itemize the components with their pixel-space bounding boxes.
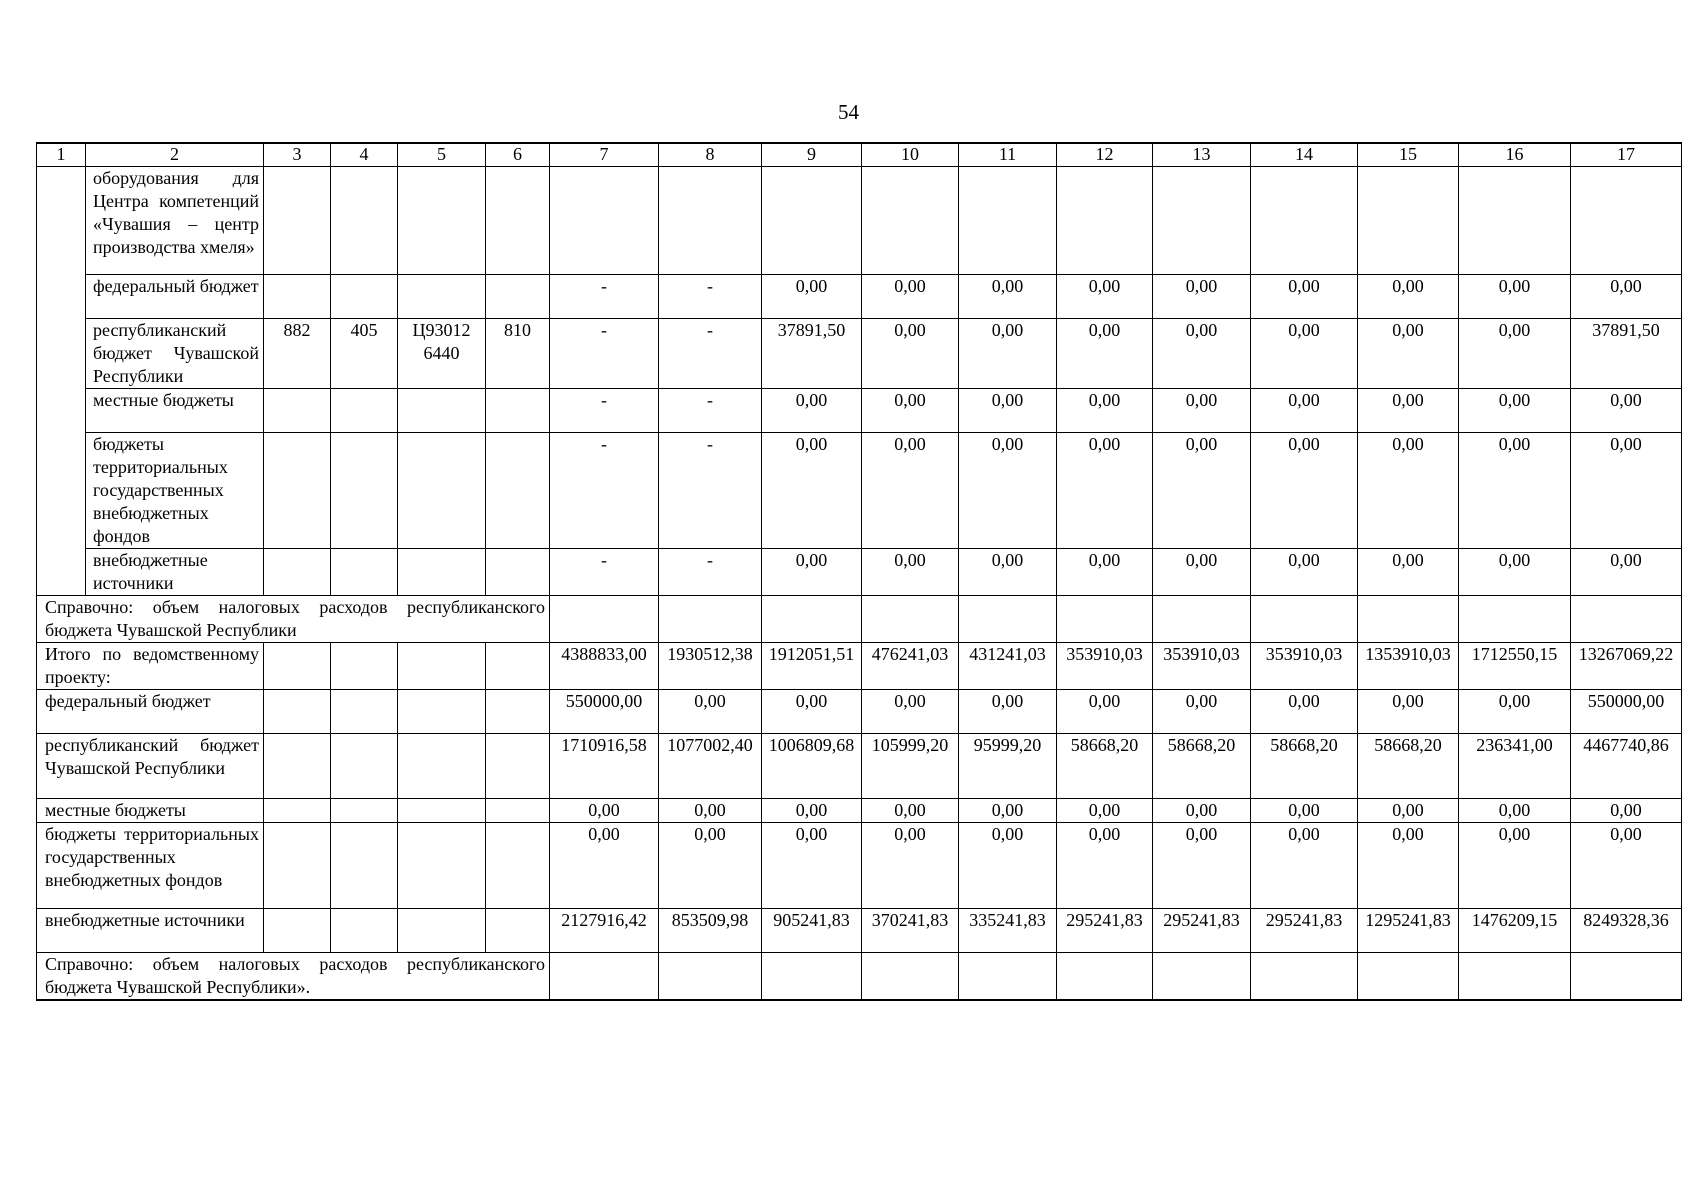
row-number-cell bbox=[37, 433, 86, 549]
value-col-12: 0,00 bbox=[1057, 319, 1153, 389]
value-col-17 bbox=[1571, 596, 1682, 643]
value-col-14: 0,00 bbox=[1251, 319, 1358, 389]
value-col-14: 0,00 bbox=[1251, 433, 1358, 549]
row-number-cell bbox=[37, 275, 86, 319]
col5-cell bbox=[398, 823, 486, 909]
table-row bbox=[37, 433, 1682, 549]
value-col-11: 0,00 bbox=[959, 319, 1057, 389]
value-col-10: 0,00 bbox=[862, 389, 959, 433]
value-col-16: 0,00 bbox=[1459, 690, 1571, 734]
value-col-16: 0,00 bbox=[1459, 799, 1571, 823]
column-number-14: 14 bbox=[1251, 143, 1358, 167]
value-col-15: 0,00 bbox=[1358, 275, 1459, 319]
col4-cell bbox=[331, 167, 398, 275]
value-col-11: 95999,20 bbox=[959, 734, 1057, 799]
value-col-11: 0,00 bbox=[959, 690, 1057, 734]
col4-cell bbox=[331, 690, 398, 734]
value-col-7: 4388833,00 bbox=[550, 643, 659, 690]
value-col-8: - bbox=[659, 275, 762, 319]
col6-cell bbox=[486, 433, 550, 549]
row-number-cell bbox=[37, 167, 86, 275]
value-col-12: 0,00 bbox=[1057, 823, 1153, 909]
col4-cell bbox=[331, 549, 398, 596]
col3-cell bbox=[264, 734, 331, 799]
value-col-10 bbox=[862, 953, 959, 1001]
column-number-6: 6 bbox=[486, 143, 550, 167]
value-col-15: 0,00 bbox=[1358, 690, 1459, 734]
value-col-10: 0,00 bbox=[862, 319, 959, 389]
value-col-11: 0,00 bbox=[959, 823, 1057, 909]
total-label: Итого по ведомственному проекту: bbox=[37, 643, 264, 690]
col4-cell bbox=[331, 643, 398, 690]
value-col-7: - bbox=[550, 549, 659, 596]
value-col-14: 0,00 bbox=[1251, 275, 1358, 319]
value-col-7: 550000,00 bbox=[550, 690, 659, 734]
value-col-14 bbox=[1251, 167, 1358, 275]
value-col-17: 0,00 bbox=[1571, 433, 1682, 549]
value-col-9: 0,00 bbox=[762, 690, 862, 734]
row-label: федеральный бюджет bbox=[86, 275, 264, 319]
page-number: 54 bbox=[838, 100, 859, 124]
value-col-7 bbox=[550, 596, 659, 643]
value-col-12: 353910,03 bbox=[1057, 643, 1153, 690]
value-col-15 bbox=[1358, 953, 1459, 1001]
value-col-10: 370241,83 bbox=[862, 909, 959, 953]
value-col-7: - bbox=[550, 389, 659, 433]
value-col-14: 0,00 bbox=[1251, 549, 1358, 596]
value-col-13: 0,00 bbox=[1153, 389, 1251, 433]
value-col-8: 1930512,38 bbox=[659, 643, 762, 690]
value-col-17: 4467740,86 bbox=[1571, 734, 1682, 799]
column-number-1: 1 bbox=[37, 143, 86, 167]
value-col-7: - bbox=[550, 433, 659, 549]
value-col-9 bbox=[762, 167, 862, 275]
value-col-13: 353910,03 bbox=[1153, 643, 1251, 690]
value-col-16: 1476209,15 bbox=[1459, 909, 1571, 953]
value-col-7: 1710916,58 bbox=[550, 734, 659, 799]
col5-cell bbox=[398, 909, 486, 953]
value-col-8 bbox=[659, 953, 762, 1001]
value-col-13: 0,00 bbox=[1153, 433, 1251, 549]
value-col-17: 37891,50 bbox=[1571, 319, 1682, 389]
value-col-12: 0,00 bbox=[1057, 275, 1153, 319]
value-col-13: 0,00 bbox=[1153, 275, 1251, 319]
col5-cell bbox=[398, 734, 486, 799]
column-number-3: 3 bbox=[264, 143, 331, 167]
value-col-9: 0,00 bbox=[762, 389, 862, 433]
col3-cell: 882 bbox=[264, 319, 331, 389]
col5-cell bbox=[398, 690, 486, 734]
budget-table bbox=[36, 142, 1682, 1001]
column-number-11: 11 bbox=[959, 143, 1057, 167]
note-row bbox=[37, 596, 1682, 643]
value-col-7: 2127916,42 bbox=[550, 909, 659, 953]
col4-cell bbox=[331, 823, 398, 909]
value-col-16: 0,00 bbox=[1459, 275, 1571, 319]
value-col-7: 0,00 bbox=[550, 823, 659, 909]
value-col-8: 0,00 bbox=[659, 799, 762, 823]
value-col-14 bbox=[1251, 596, 1358, 643]
value-col-16: 0,00 bbox=[1459, 319, 1571, 389]
value-col-14: 0,00 bbox=[1251, 799, 1358, 823]
value-col-8: 1077002,40 bbox=[659, 734, 762, 799]
value-col-10: 0,00 bbox=[862, 275, 959, 319]
col6-cell bbox=[486, 275, 550, 319]
table-row bbox=[37, 319, 1682, 389]
row-number-cell bbox=[37, 549, 86, 596]
col6-cell bbox=[486, 734, 550, 799]
value-col-11: 0,00 bbox=[959, 389, 1057, 433]
column-number-16: 16 bbox=[1459, 143, 1571, 167]
col5-cell bbox=[398, 643, 486, 690]
col5-cell bbox=[398, 549, 486, 596]
value-col-13: 0,00 bbox=[1153, 690, 1251, 734]
col4-cell bbox=[331, 734, 398, 799]
table-row bbox=[37, 167, 1682, 275]
value-col-15 bbox=[1358, 167, 1459, 275]
value-col-9: 0,00 bbox=[762, 799, 862, 823]
value-col-15 bbox=[1358, 596, 1459, 643]
value-col-13: 0,00 bbox=[1153, 799, 1251, 823]
col3-cell bbox=[264, 167, 331, 275]
value-col-9: 0,00 bbox=[762, 823, 862, 909]
value-col-12 bbox=[1057, 953, 1153, 1001]
value-col-13 bbox=[1153, 167, 1251, 275]
value-col-16: 0,00 bbox=[1459, 823, 1571, 909]
col3-cell bbox=[264, 275, 331, 319]
value-col-17: 0,00 bbox=[1571, 275, 1682, 319]
value-col-11: 0,00 bbox=[959, 549, 1057, 596]
value-col-12: 0,00 bbox=[1057, 433, 1153, 549]
value-col-13: 0,00 bbox=[1153, 549, 1251, 596]
total-label: местные бюджеты bbox=[37, 799, 264, 823]
row-label: местные бюджеты bbox=[86, 389, 264, 433]
value-col-8 bbox=[659, 167, 762, 275]
col6-cell bbox=[486, 643, 550, 690]
column-number-9: 9 bbox=[762, 143, 862, 167]
col5-cell bbox=[398, 167, 486, 275]
value-col-14: 295241,83 bbox=[1251, 909, 1358, 953]
value-col-8 bbox=[659, 596, 762, 643]
value-col-9 bbox=[762, 953, 862, 1001]
value-col-11: 335241,83 bbox=[959, 909, 1057, 953]
note-text: Справочно: объем налоговых расходов республиканского бюджета Чувашской Республики». bbox=[37, 953, 550, 1001]
value-col-14: 0,00 bbox=[1251, 690, 1358, 734]
total-row bbox=[37, 909, 1682, 953]
value-col-9: 37891,50 bbox=[762, 319, 862, 389]
value-col-16 bbox=[1459, 953, 1571, 1001]
total-label: бюджеты территориальных государственных внебюджетных фондов bbox=[37, 823, 264, 909]
col3-cell bbox=[264, 433, 331, 549]
value-col-13 bbox=[1153, 596, 1251, 643]
column-number-12: 12 bbox=[1057, 143, 1153, 167]
total-label: республиканский бюджет Чувашской Республики bbox=[37, 734, 264, 799]
value-col-16 bbox=[1459, 167, 1571, 275]
col6-cell bbox=[486, 167, 550, 275]
value-col-12 bbox=[1057, 167, 1153, 275]
col3-cell bbox=[264, 549, 331, 596]
value-col-14 bbox=[1251, 953, 1358, 1001]
column-number-2: 2 bbox=[86, 143, 264, 167]
value-col-14: 353910,03 bbox=[1251, 643, 1358, 690]
column-number-10: 10 bbox=[862, 143, 959, 167]
value-col-14: 0,00 bbox=[1251, 823, 1358, 909]
value-col-13: 0,00 bbox=[1153, 319, 1251, 389]
row-label: республиканский бюджет Чувашской Республики bbox=[86, 319, 264, 389]
col5-cell: Ц93012 6440 bbox=[398, 319, 486, 389]
value-col-10: 0,00 bbox=[862, 549, 959, 596]
value-col-16: 0,00 bbox=[1459, 433, 1571, 549]
value-col-15: 0,00 bbox=[1358, 799, 1459, 823]
col4-cell bbox=[331, 433, 398, 549]
value-col-15: 1353910,03 bbox=[1358, 643, 1459, 690]
table-row bbox=[37, 275, 1682, 319]
value-col-9: 1912051,51 bbox=[762, 643, 862, 690]
value-col-15: 0,00 bbox=[1358, 389, 1459, 433]
value-col-15: 0,00 bbox=[1358, 433, 1459, 549]
value-col-12: 0,00 bbox=[1057, 389, 1153, 433]
value-col-17: 0,00 bbox=[1571, 549, 1682, 596]
col5-cell bbox=[398, 389, 486, 433]
value-col-15: 58668,20 bbox=[1358, 734, 1459, 799]
value-col-11: 431241,03 bbox=[959, 643, 1057, 690]
value-col-7: - bbox=[550, 275, 659, 319]
value-col-8: 0,00 bbox=[659, 690, 762, 734]
value-col-9: 0,00 bbox=[762, 275, 862, 319]
value-col-7 bbox=[550, 167, 659, 275]
note-row bbox=[37, 953, 1682, 1001]
value-col-16: 236341,00 bbox=[1459, 734, 1571, 799]
row-label: внебюджетные источники bbox=[86, 549, 264, 596]
col5-cell bbox=[398, 799, 486, 823]
col6-cell bbox=[486, 799, 550, 823]
value-col-10 bbox=[862, 167, 959, 275]
col3-cell bbox=[264, 909, 331, 953]
value-col-12: 0,00 bbox=[1057, 799, 1153, 823]
column-number-5: 5 bbox=[398, 143, 486, 167]
value-col-9 bbox=[762, 596, 862, 643]
total-row bbox=[37, 799, 1682, 823]
value-col-10: 0,00 bbox=[862, 799, 959, 823]
value-col-9: 0,00 bbox=[762, 433, 862, 549]
col6-cell: 810 bbox=[486, 319, 550, 389]
row-label: оборудования для Центра компетенций «Чувашия – центр производства хмеля» bbox=[86, 167, 264, 275]
value-col-13: 58668,20 bbox=[1153, 734, 1251, 799]
value-col-17 bbox=[1571, 953, 1682, 1001]
col4-cell bbox=[331, 799, 398, 823]
col3-cell bbox=[264, 823, 331, 909]
value-col-15: 0,00 bbox=[1358, 319, 1459, 389]
value-col-9: 1006809,68 bbox=[762, 734, 862, 799]
value-col-12: 295241,83 bbox=[1057, 909, 1153, 953]
value-col-11 bbox=[959, 596, 1057, 643]
col3-cell bbox=[264, 389, 331, 433]
total-label: федеральный бюджет bbox=[37, 690, 264, 734]
value-col-16: 1712550,15 bbox=[1459, 643, 1571, 690]
value-col-16: 0,00 bbox=[1459, 549, 1571, 596]
value-col-8: - bbox=[659, 549, 762, 596]
value-col-8: - bbox=[659, 319, 762, 389]
value-col-17: 550000,00 bbox=[1571, 690, 1682, 734]
value-col-8: - bbox=[659, 433, 762, 549]
value-col-7: - bbox=[550, 319, 659, 389]
value-col-17: 0,00 bbox=[1571, 389, 1682, 433]
col4-cell bbox=[331, 389, 398, 433]
column-number-15: 15 bbox=[1358, 143, 1459, 167]
value-col-15: 0,00 bbox=[1358, 549, 1459, 596]
value-col-7: 0,00 bbox=[550, 799, 659, 823]
column-number-7: 7 bbox=[550, 143, 659, 167]
value-col-10: 0,00 bbox=[862, 823, 959, 909]
value-col-17: 8249328,36 bbox=[1571, 909, 1682, 953]
value-col-12 bbox=[1057, 596, 1153, 643]
value-col-15: 1295241,83 bbox=[1358, 909, 1459, 953]
col6-cell bbox=[486, 690, 550, 734]
value-col-8: 0,00 bbox=[659, 823, 762, 909]
value-col-10: 0,00 bbox=[862, 433, 959, 549]
value-col-8: - bbox=[659, 389, 762, 433]
col3-cell bbox=[264, 799, 331, 823]
col6-cell bbox=[486, 549, 550, 596]
total-label: внебюджетные источники bbox=[37, 909, 264, 953]
value-col-11 bbox=[959, 167, 1057, 275]
value-col-16 bbox=[1459, 596, 1571, 643]
column-number-4: 4 bbox=[331, 143, 398, 167]
value-col-14: 58668,20 bbox=[1251, 734, 1358, 799]
value-col-11: 0,00 bbox=[959, 799, 1057, 823]
column-number-17: 17 bbox=[1571, 143, 1682, 167]
value-col-7 bbox=[550, 953, 659, 1001]
note-text: Справочно: объем налоговых расходов республиканского бюджета Чувашской Республики bbox=[37, 596, 550, 643]
value-col-10: 105999,20 bbox=[862, 734, 959, 799]
row-number-cell bbox=[37, 389, 86, 433]
value-col-11 bbox=[959, 953, 1057, 1001]
value-col-16: 0,00 bbox=[1459, 389, 1571, 433]
value-col-9: 0,00 bbox=[762, 549, 862, 596]
value-col-15: 0,00 bbox=[1358, 823, 1459, 909]
total-row bbox=[37, 643, 1682, 690]
value-col-12: 0,00 bbox=[1057, 690, 1153, 734]
total-row bbox=[37, 690, 1682, 734]
column-number-8: 8 bbox=[659, 143, 762, 167]
row-number-cell bbox=[37, 319, 86, 389]
value-col-13 bbox=[1153, 953, 1251, 1001]
value-col-17: 0,00 bbox=[1571, 823, 1682, 909]
col3-cell bbox=[264, 643, 331, 690]
value-col-13: 0,00 bbox=[1153, 823, 1251, 909]
header-row bbox=[37, 143, 1682, 167]
value-col-12: 58668,20 bbox=[1057, 734, 1153, 799]
value-col-10: 476241,03 bbox=[862, 643, 959, 690]
value-col-9: 905241,83 bbox=[762, 909, 862, 953]
value-col-11: 0,00 bbox=[959, 433, 1057, 549]
value-col-17: 0,00 bbox=[1571, 799, 1682, 823]
value-col-13: 295241,83 bbox=[1153, 909, 1251, 953]
value-col-11: 0,00 bbox=[959, 275, 1057, 319]
col3-cell bbox=[264, 690, 331, 734]
col6-cell bbox=[486, 823, 550, 909]
value-col-17 bbox=[1571, 167, 1682, 275]
value-col-8: 853509,98 bbox=[659, 909, 762, 953]
col4-cell: 405 bbox=[331, 319, 398, 389]
column-number-13: 13 bbox=[1153, 143, 1251, 167]
col6-cell bbox=[486, 389, 550, 433]
col4-cell bbox=[331, 909, 398, 953]
table-row bbox=[37, 389, 1682, 433]
total-row bbox=[37, 823, 1682, 909]
total-row bbox=[37, 734, 1682, 799]
value-col-10 bbox=[862, 596, 959, 643]
col5-cell bbox=[398, 433, 486, 549]
value-col-14: 0,00 bbox=[1251, 389, 1358, 433]
value-col-12: 0,00 bbox=[1057, 549, 1153, 596]
value-col-17: 13267069,22 bbox=[1571, 643, 1682, 690]
col5-cell bbox=[398, 275, 486, 319]
value-col-10: 0,00 bbox=[862, 690, 959, 734]
col4-cell bbox=[331, 275, 398, 319]
table-row bbox=[37, 549, 1682, 596]
col6-cell bbox=[486, 909, 550, 953]
row-label: бюджеты территориальных государственных внебюджетных фондов bbox=[86, 433, 264, 549]
